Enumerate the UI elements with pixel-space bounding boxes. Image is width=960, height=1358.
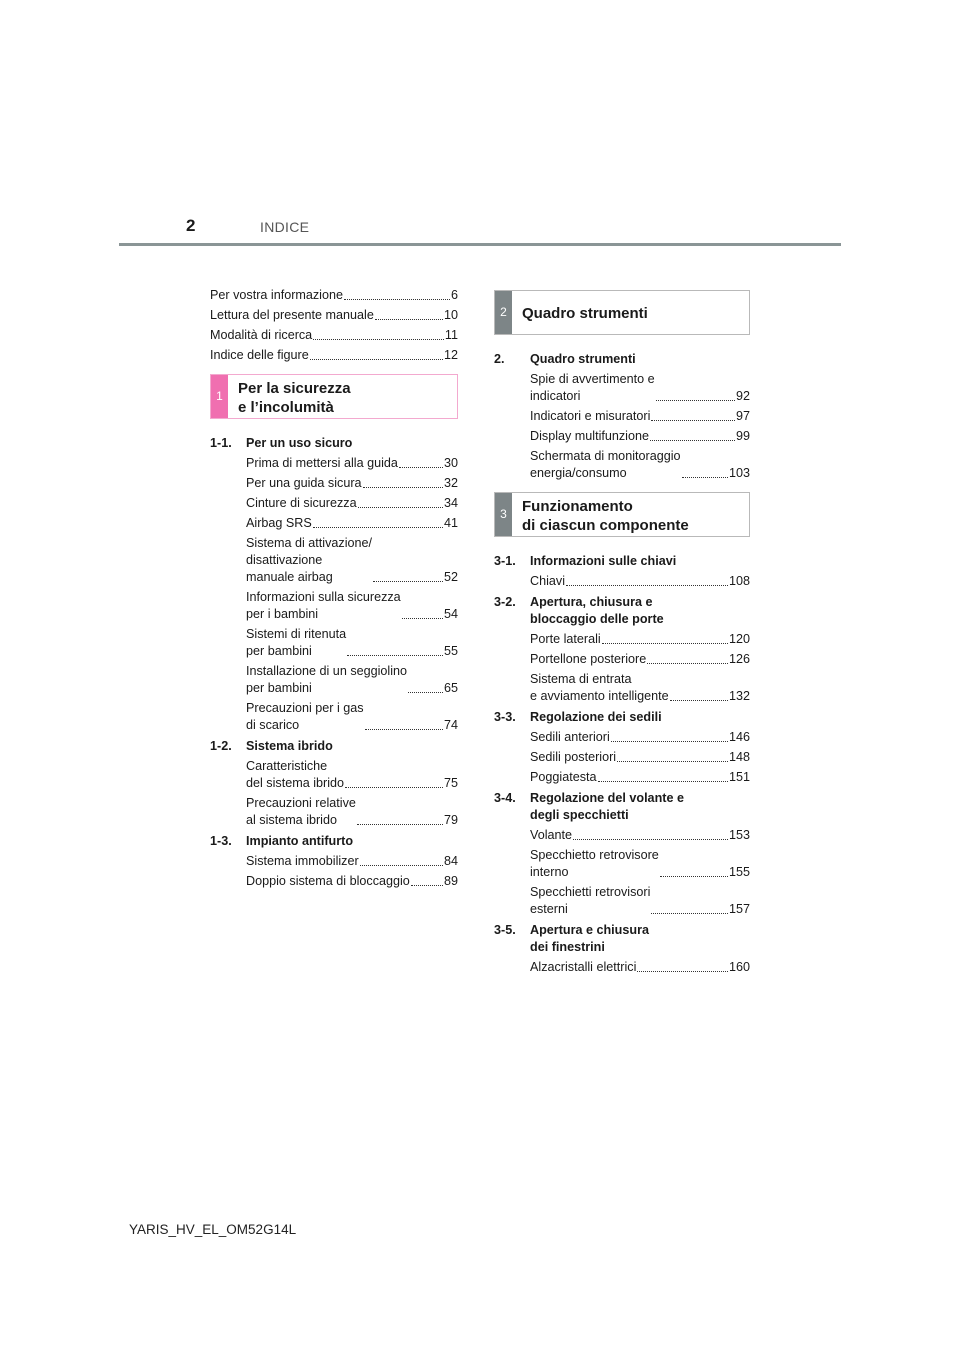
page-number: 2 — [186, 216, 196, 235]
toc-entry-page: 126 — [728, 652, 750, 666]
toc-entry[interactable] — [530, 769, 750, 786]
toc-entry-page: 146 — [728, 730, 750, 744]
toc-entry-title: Sistema di entrata e avviamento intelligente — [530, 672, 669, 703]
toc-entry-page: 6 — [450, 288, 458, 302]
dot-leader — [637, 971, 728, 972]
dot-leader — [647, 663, 728, 664]
toc-entry[interactable] — [246, 795, 458, 829]
toc-entry[interactable] — [530, 408, 750, 425]
toc-entry-title: Poggiatesta — [530, 770, 597, 784]
dot-leader — [602, 643, 728, 644]
section-number: 3-5. — [494, 923, 516, 937]
section-heading[interactable] — [494, 790, 750, 824]
dot-leader — [347, 655, 443, 656]
toc-entry[interactable] — [530, 371, 750, 405]
toc-entry[interactable] — [210, 327, 458, 344]
toc-entry-title: Cinture di sicurezza — [246, 496, 357, 510]
toc-entry[interactable] — [246, 475, 458, 492]
header-rule — [119, 243, 841, 246]
toc-entry[interactable] — [210, 307, 458, 324]
dot-leader — [373, 581, 443, 582]
dot-leader — [375, 319, 443, 320]
section-entries — [494, 827, 750, 918]
toc-entry-page: 34 — [443, 496, 458, 510]
section-heading[interactable] — [494, 553, 750, 570]
toc-entry-page: 10 — [443, 308, 458, 322]
dot-leader — [358, 507, 443, 508]
toc-entry-page: 97 — [735, 409, 750, 423]
toc-entry-page: 89 — [443, 874, 458, 888]
chapter-number-tab: 3 — [495, 493, 512, 536]
section-title: Regolazione dei sedili — [530, 710, 662, 724]
toc-entry[interactable] — [530, 428, 750, 445]
chapter-heading[interactable] — [494, 492, 750, 537]
section-entries — [494, 729, 750, 786]
toc-entry-title: Sistema di attivazione/ disattivazione manuale airbag — [246, 536, 372, 584]
toc-entry[interactable] — [530, 729, 750, 746]
toc-entry[interactable] — [530, 884, 750, 918]
toc-entry[interactable] — [530, 448, 750, 482]
dot-leader — [651, 420, 735, 421]
toc-entry[interactable] — [530, 671, 750, 705]
dot-leader — [670, 700, 728, 701]
section-heading[interactable] — [210, 435, 458, 452]
toc-entry-title: Specchietti retrovisori esterni — [530, 885, 651, 916]
toc-entry-title: Airbag SRS — [246, 516, 312, 530]
toc-entry[interactable] — [246, 663, 458, 697]
section-title: Per un uso sicuro — [246, 436, 353, 450]
manual-code: YARIS_HV_EL_OM52G14L — [129, 1222, 297, 1237]
toc-entry[interactable] — [246, 873, 458, 890]
toc-entry-title: Chiavi — [530, 574, 565, 588]
toc-entry-title: Specchietto retrovisore interno — [530, 848, 659, 879]
toc-entry[interactable] — [530, 573, 750, 590]
toc-entry[interactable] — [246, 495, 458, 512]
toc-entry-page: 75 — [443, 776, 458, 790]
toc-entry-page: 151 — [728, 770, 750, 784]
chapter-number-tab: 1 — [211, 375, 228, 418]
section-heading[interactable] — [494, 922, 750, 956]
dot-leader — [365, 729, 443, 730]
dot-leader — [360, 865, 443, 866]
dot-leader — [660, 876, 728, 877]
chapter-heading[interactable] — [494, 290, 750, 335]
toc-entry-title: Installazione di un seggiolino per bambini — [246, 664, 408, 695]
dot-leader — [408, 692, 443, 693]
toc-entry-title: Caratteristiche del sistema ibrido — [246, 759, 344, 790]
section-number: 1-2. — [210, 739, 232, 753]
toc-entry-title: Portellone posteriore — [530, 652, 647, 666]
dot-leader — [598, 781, 728, 782]
section-number: 3-2. — [494, 595, 516, 609]
toc-entry-title: Sedili posteriori — [530, 750, 617, 764]
page-title: INDICE — [260, 219, 310, 235]
section-heading[interactable] — [210, 738, 458, 755]
toc-entry-title: Precauzioni per i gas di scarico — [246, 701, 364, 732]
dot-leader — [313, 339, 444, 340]
toc-entry-page: 157 — [728, 902, 750, 916]
section-entries — [210, 853, 458, 890]
section-entries — [210, 455, 458, 734]
toc-entry[interactable] — [246, 758, 458, 792]
dot-leader — [345, 787, 443, 788]
chapter-number-tab: 2 — [495, 291, 512, 334]
section-heading[interactable] — [494, 351, 750, 368]
toc-entry-page: 108 — [728, 574, 750, 588]
section-title: Regolazione del volante e degli specchietti — [530, 791, 684, 822]
section-title: Apertura, chiusura e bloccaggio delle porte — [530, 595, 664, 626]
toc-entry[interactable] — [530, 959, 750, 976]
toc-entry[interactable] — [530, 631, 750, 648]
toc-entry[interactable] — [530, 847, 750, 881]
dot-leader — [344, 299, 450, 300]
toc-entry-title: Spie di avvertimento e indicatori — [530, 372, 655, 403]
dot-leader — [566, 585, 728, 586]
dot-leader — [617, 761, 728, 762]
toc-entry-page: 148 — [728, 750, 750, 764]
section-entries — [494, 371, 750, 482]
toc-entry-page: 11 — [444, 328, 458, 342]
toc-entry-title: Sedili anteriori — [530, 730, 610, 744]
toc-entry-page: 120 — [728, 632, 750, 646]
toc-entry-title: Porte laterali — [530, 632, 601, 646]
chapter-title: Per la sicurezza e l’incolumità — [238, 379, 351, 416]
toc-entry-page: 30 — [443, 456, 458, 470]
toc-entry-page: 153 — [728, 828, 750, 842]
toc-entry-page: 55 — [443, 644, 458, 658]
section-heading[interactable] — [210, 833, 458, 850]
toc-entry[interactable] — [246, 535, 458, 586]
toc-entry[interactable] — [530, 827, 750, 844]
toc-entry-title: Doppio sistema di bloccaggio — [246, 874, 410, 888]
chapter-heading[interactable] — [210, 374, 458, 419]
toc-entry-title: Indicatori e misuratori — [530, 409, 651, 423]
toc-entry[interactable] — [210, 287, 458, 304]
toc-entry[interactable] — [530, 651, 750, 668]
toc-entry-title: Alzacristalli elettrici — [530, 960, 637, 974]
toc-entry-title: Schermata di monitoraggio energia/consumo — [530, 449, 681, 480]
toc-entry-title: Per una guida sicura — [246, 476, 362, 490]
toc-entry-title: Per vostra informazione — [210, 288, 343, 302]
dot-leader — [357, 824, 443, 825]
toc-entry-page: 99 — [735, 429, 750, 443]
toc-entry[interactable] — [246, 515, 458, 532]
toc-entry-title: Lettura del presente manuale — [210, 308, 374, 322]
toc-entry-page: 41 — [443, 516, 458, 530]
section-entries — [494, 573, 750, 590]
toc-entry-page: 52 — [443, 570, 458, 584]
section-number: 1-3. — [210, 834, 232, 848]
section-heading[interactable] — [494, 594, 750, 628]
section-entries — [210, 758, 458, 829]
dot-leader — [611, 741, 728, 742]
section-heading[interactable] — [494, 709, 750, 726]
section-title: Impianto antifurto — [246, 834, 354, 848]
section-number: 2. — [494, 352, 505, 366]
toc-entry-page: 65 — [443, 681, 458, 695]
toc-entry-page: 12 — [443, 348, 458, 362]
dot-leader — [310, 359, 443, 360]
dot-leader — [402, 618, 443, 619]
dot-leader — [651, 913, 728, 914]
toc-entry-page: 160 — [728, 960, 750, 974]
toc-entry-title: Display multifunzione — [530, 429, 649, 443]
toc-left-column — [210, 287, 458, 893]
toc-entry[interactable] — [246, 589, 458, 623]
chapter-title: Funzionamento di ciascun componente — [522, 497, 689, 534]
section-title: Apertura e chiusura dei finestrini — [530, 923, 649, 954]
section-number: 3-3. — [494, 710, 516, 724]
section-number: 1-1. — [210, 436, 232, 450]
section-number: 3-4. — [494, 791, 516, 805]
dot-leader — [411, 885, 443, 886]
dot-leader — [682, 477, 728, 478]
toc-entry-page: 74 — [443, 718, 458, 732]
section-title: Quadro strumenti — [530, 352, 636, 366]
toc-entry-title: Modalità di ricerca — [210, 328, 313, 342]
toc-entry-page: 92 — [735, 389, 750, 403]
toc-entry-page: 132 — [728, 689, 750, 703]
dot-leader — [656, 400, 735, 401]
toc-entry[interactable] — [246, 853, 458, 870]
toc-entry-title: Prima di mettersi alla guida — [246, 456, 398, 470]
toc-entry-page: 103 — [728, 466, 750, 480]
dot-leader — [399, 467, 443, 468]
dot-leader — [573, 839, 728, 840]
toc-right-column — [494, 290, 750, 979]
toc-entry-page: 32 — [443, 476, 458, 490]
toc-entry-page: 155 — [728, 865, 750, 879]
dot-leader — [363, 487, 443, 488]
toc-entry-title: Sistema immobilizer — [246, 854, 359, 868]
toc-entry[interactable] — [246, 626, 458, 660]
chapter-title: Quadro strumenti — [522, 305, 648, 322]
dot-leader — [313, 527, 443, 528]
toc-entry-title: Informazioni sulla sicurezza per i bambini — [246, 590, 401, 621]
toc-entry[interactable] — [246, 455, 458, 472]
toc-entry[interactable] — [530, 749, 750, 766]
toc-entry-page: 84 — [443, 854, 458, 868]
toc-entry-title: Volante — [530, 828, 573, 842]
toc-entry[interactable] — [210, 347, 458, 364]
dot-leader — [650, 440, 735, 441]
toc-entry-page: 54 — [443, 607, 458, 621]
section-entries — [494, 959, 750, 976]
toc-entry-title: Sistemi di ritenuta per bambini — [246, 627, 347, 658]
toc-entry-title: Indice delle figure — [210, 348, 309, 362]
section-number: 3-1. — [494, 554, 516, 568]
section-title: Sistema ibrido — [246, 739, 333, 753]
section-title: Informazioni sulle chiavi — [530, 554, 677, 568]
toc-entry-title: Precauzioni relative al sistema ibrido — [246, 796, 356, 827]
section-entries — [494, 631, 750, 705]
toc-entry-page: 79 — [443, 813, 458, 827]
toc-entry[interactable] — [246, 700, 458, 734]
